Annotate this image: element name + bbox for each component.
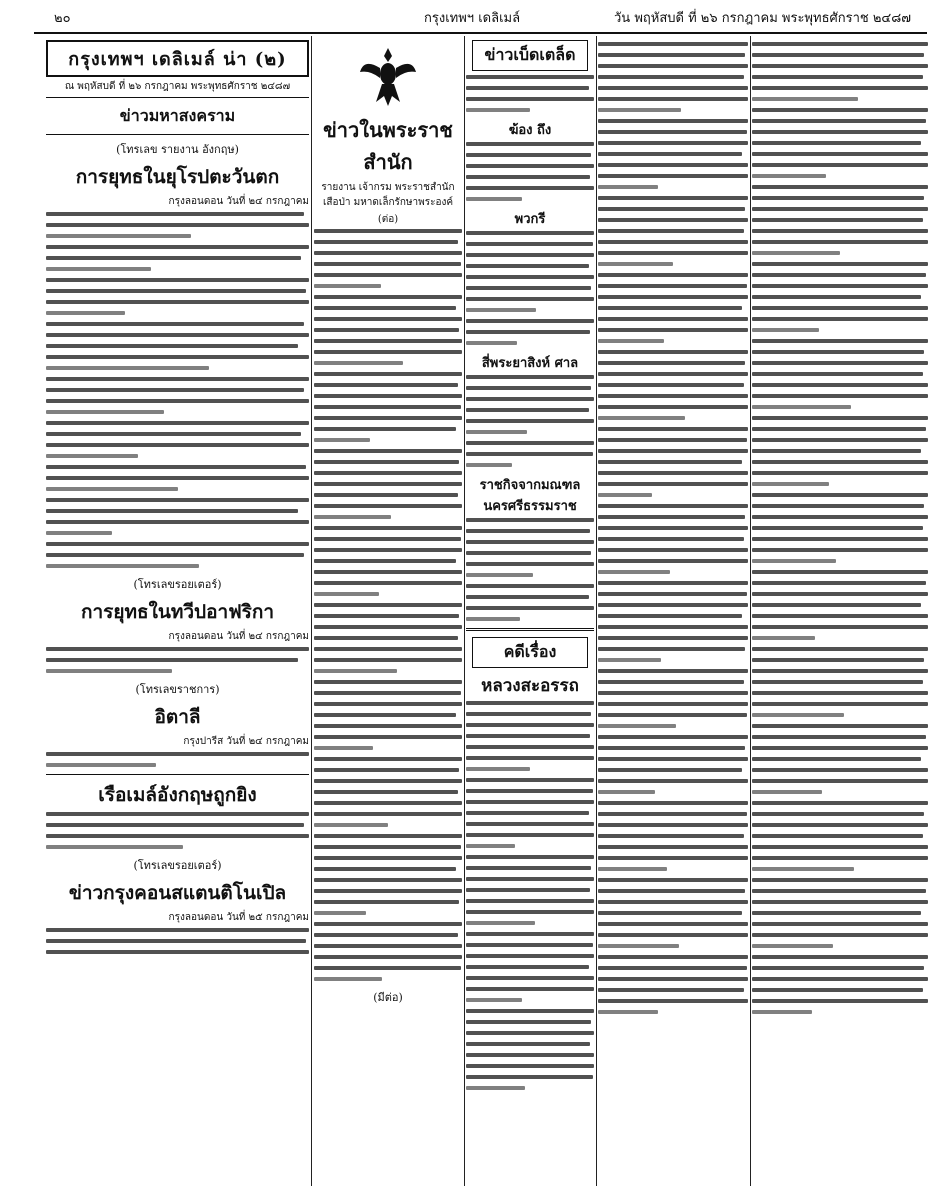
article-body-text xyxy=(46,752,309,767)
subhead: พวกรี xyxy=(514,212,546,227)
headline-case: คดีเรื่อง xyxy=(472,637,588,668)
byline: รายงาน เจ้ากรม พระราชสำนัก เสือป่า มหาดเล็กรักษาพระองค์ xyxy=(321,182,455,208)
headline-western-europe: การยุทธในยุโรปตะวันตก xyxy=(75,166,280,188)
source-kicker: (โทรเลขรอยเตอร์) xyxy=(133,859,222,872)
headline-royal-court: ข่าวในพระราชสำนัก xyxy=(323,118,453,174)
headline-italy: อิตาลี xyxy=(154,706,201,728)
dateline: กรุงปารีส วันที่ ๒๔ กรกฎาคม xyxy=(183,736,309,747)
banner-subline: ณ พฤหัสบดี ที่ ๒๖ กรกฎาคม พระพุทธศักราช ๒๔๘๗ xyxy=(46,79,309,98)
divider xyxy=(46,134,309,135)
headline-misc-news: ข่าวเบ็ดเตล็ด xyxy=(472,40,588,71)
dateline: กรุงลอนดอน วันที่ ๒๕ กรกฎาคม xyxy=(168,912,309,923)
article-body-text xyxy=(466,75,594,112)
article-body-text xyxy=(46,647,309,673)
garuda-emblem-icon xyxy=(358,44,418,110)
continued-marker: (ต่อ) xyxy=(377,214,399,225)
article-body-text xyxy=(46,212,309,568)
column-divider xyxy=(750,36,751,1186)
column-divider xyxy=(311,36,312,1186)
running-header xyxy=(34,8,925,30)
subhead: สี่พระยาสิงห์ ศาล xyxy=(481,356,579,371)
source-kicker: (โทรเลขราชการ) xyxy=(135,683,220,696)
column-case-continued-2 xyxy=(752,36,928,1186)
article-body-text xyxy=(752,42,928,1014)
page-number: ๒๐ xyxy=(54,11,71,26)
article-body-text xyxy=(598,42,748,1014)
header-rule xyxy=(34,32,927,34)
issue-date: วัน พฤหัสบดี ที่ ๒๖ กรกฎาคม พระพุทธศักราช ๒๔๘๗ xyxy=(614,11,912,26)
column-royal-court xyxy=(314,36,462,1186)
article-body-text xyxy=(46,928,309,954)
divider xyxy=(46,774,309,775)
article-body-text xyxy=(466,701,594,1090)
dateline: กรุงลอนดอน วันที่ ๒๔ กรกฎาคม xyxy=(168,631,309,642)
article-body-text xyxy=(466,518,594,621)
continued-footer: (มีต่อ) xyxy=(373,991,403,1004)
article-body-text xyxy=(46,812,309,849)
source-kicker: (โทรเลขรอยเตอร์) xyxy=(133,578,222,591)
article-body-text xyxy=(466,375,594,467)
article-body-text xyxy=(466,142,594,201)
article-body-text xyxy=(314,229,462,981)
divider xyxy=(466,628,594,631)
subhead: ราชกิจจากมณฑลนครศรีธรรมราช xyxy=(479,478,581,514)
headline-constantinople: ข่าวกรุงคอนสแตนติโนเปิล xyxy=(68,882,287,904)
column-case-continued xyxy=(598,36,748,1186)
column-divider xyxy=(596,36,597,1186)
subhead: ฆ้อง ถึง xyxy=(508,123,552,138)
headline-luang-sa-at: หลวงสะอรรถ xyxy=(481,676,579,696)
publication-name: กรุงเทพฯ เดลิเมล์ xyxy=(424,11,521,26)
headline-mail-ship: เรือเมล์อังกฤษถูกยิง xyxy=(98,784,257,806)
headline-africa: การยุทธในทวีปอาฟริกา xyxy=(80,601,275,623)
section-title: ข่าวมหาสงคราม xyxy=(119,106,236,125)
section-banner: กรุงเทพฯ เดลิเมล์ น่า (๒) xyxy=(46,40,309,77)
column-divider xyxy=(464,36,465,1186)
dateline: กรุงลอนดอน วันที่ ๒๔ กรกฎาคม xyxy=(168,196,309,207)
source-kicker: (โทรเลข รายงาน อังกฤษ) xyxy=(116,143,239,156)
column-miscellaneous xyxy=(466,36,594,1186)
article-body-text xyxy=(466,231,594,345)
column-war-news xyxy=(46,36,309,1186)
